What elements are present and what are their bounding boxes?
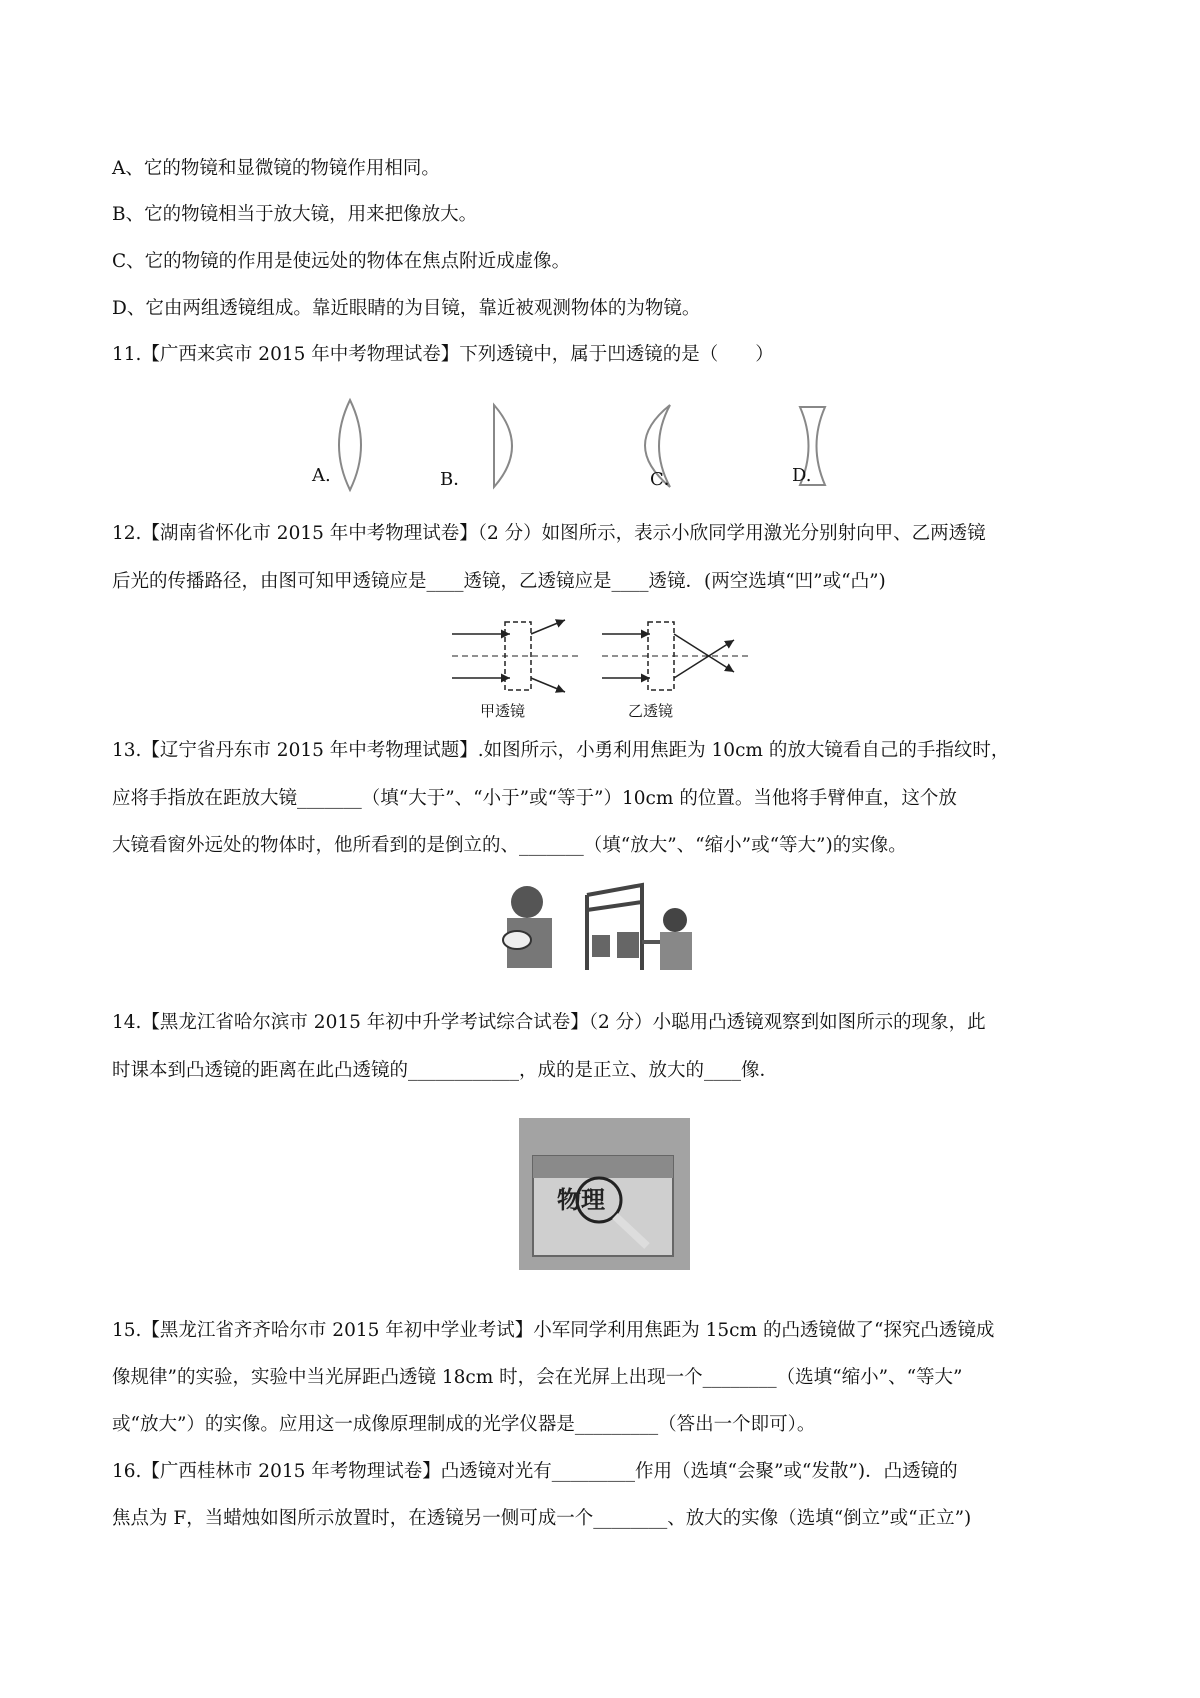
lens-options-figure xyxy=(280,395,840,495)
plano-convex-lens-icon xyxy=(494,405,512,487)
question-15-line3: 或“放大”）的实像。应用这一成像原理制成的光学仪器是_________（答出一个即可）。 xyxy=(112,1414,816,1435)
option-c: C、它的物镜的作用是使远处的物体在焦点附近成虚像。 xyxy=(112,251,571,272)
laser-lens-figure xyxy=(450,612,750,720)
question-11: 11.【广西来宾市 2015 年中考物理试卷】下列透镜中，属于凹透镜的是（ ） xyxy=(112,344,774,365)
option-d: D、它由两组透镜组成。靠近眼睛的为目镜，靠近被观测物体的为物镜。 xyxy=(112,298,701,319)
lenses-svg xyxy=(280,395,840,495)
option-b: B、它的物镜相当于放大镜，用来把像放大。 xyxy=(112,204,478,225)
laser-paths-svg xyxy=(450,612,750,702)
magnifier-illustration xyxy=(492,880,712,980)
magnifier-icon xyxy=(503,931,531,949)
option-a: A、它的物镜和显微镜的物镜作用相同。 xyxy=(112,158,440,179)
lens-label-a: A. xyxy=(312,465,331,486)
boy-head-icon xyxy=(511,886,543,918)
question-16-line2: 焦点为 F，当蜡烛如图所示放置时，在透镜另一侧可成一个________、放大的实像（选填“倒立”或“正立”) xyxy=(112,1508,972,1529)
book-magnifier-photo xyxy=(519,1118,690,1270)
lens-label-b: B． xyxy=(440,469,472,490)
question-13-line1: 13.【辽宁省丹东市 2015 年中考物理试题】.如图所示，小勇利用焦距为 10cm 的放大镜看自己的手指纹时， xyxy=(112,740,1010,761)
book-photo-svg xyxy=(519,1118,690,1270)
question-12-line1: 12.【湖南省怀化市 2015 年中考物理试卷】（2 分）如图所示，表示小欣同学用激光分别射向甲、乙两透镜 xyxy=(112,523,986,544)
biconvex-lens-icon xyxy=(339,400,361,490)
magnifier-scene-svg xyxy=(492,880,712,980)
question-12-line2: 后光的传播路径，由图可知甲透镜应是____透镜，乙透镜应是____透镜．(两空选填“凹”或“凸”) xyxy=(112,571,886,592)
boy2-head-icon xyxy=(663,908,687,932)
lens-jia-label: 甲透镜 xyxy=(480,702,526,720)
lens-yi-label: 乙透镜 xyxy=(628,702,674,720)
question-14-line2: 时课本到凸透镜的距离在此凸透镜的____________，成的是正立、放大的____像． xyxy=(112,1060,779,1081)
question-16-line1: 16.【广西桂林市 2015 年考物理试卷】凸透镜对光有_________作用（选填“会聚”或“发散”)．凸透镜的 xyxy=(112,1461,958,1482)
lens-label-c: C． xyxy=(650,469,682,490)
question-14-line1: 14.【黑龙江省哈尔滨市 2015 年初中升学考试综合试卷】（2 分）小聪用凸透镜观察到如图所示的现象，此 xyxy=(112,1012,986,1033)
question-15-line1: 15.【黑龙江省齐齐哈尔市 2015 年初中学业考试】小军同学利用焦距为 15cm 的凸透镜做了“探究凸透镜成 xyxy=(112,1320,995,1341)
question-13-line2: 应将手指放在距放大镜_______（填“大于”、“小于”或“等于”）10cm 的位置。当他将手臂伸直，这个放 xyxy=(112,788,957,809)
question-15-line2: 像规律”的实验，实验中当光屏距凸透镜 18cm 时，会在光屏上出现一个________（选填“缩小”、“等大” xyxy=(112,1367,963,1388)
lens-label-d: D. xyxy=(792,465,812,486)
lens-yi-box-icon xyxy=(648,622,674,690)
question-13-line3: 大镜看窗外远处的物体时，他所看到的是倒立的、_______（填“放大”、“缩小”或“等大”)的实像。 xyxy=(112,835,907,856)
book-title: 物理 xyxy=(557,1186,605,1214)
